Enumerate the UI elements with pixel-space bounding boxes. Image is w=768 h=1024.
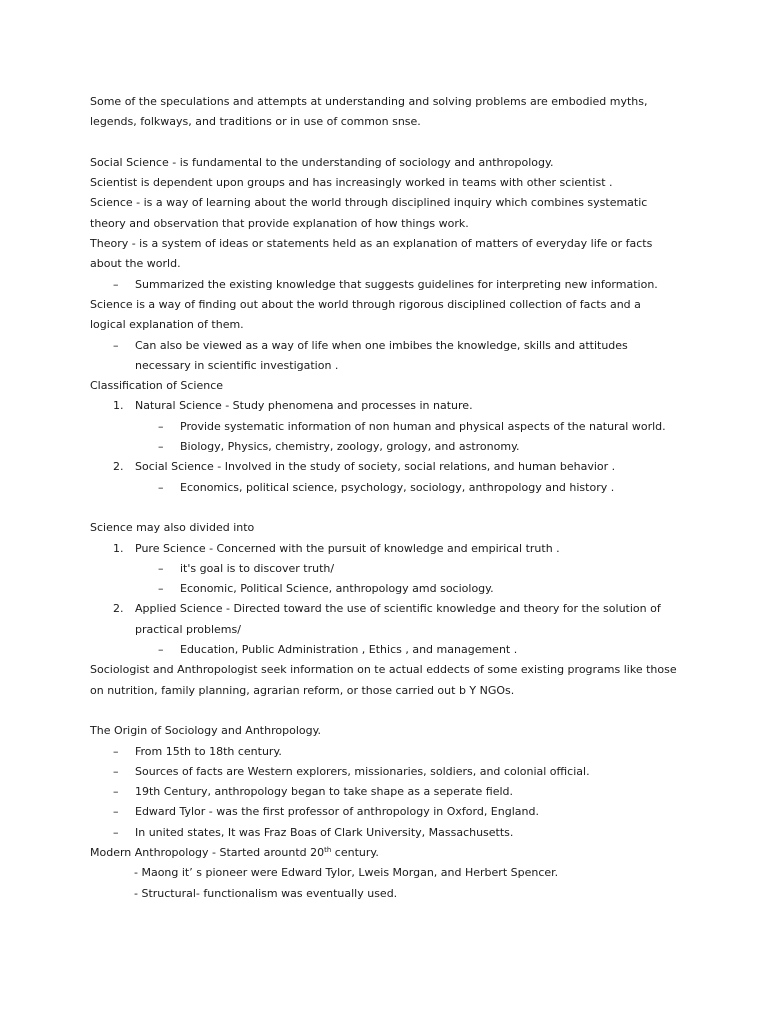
dash-marker: – [158,561,164,575]
modern-line-pioneers [90,863,680,883]
list-item [90,559,680,579]
theory-paragraph: Theory - is a system of ideas or statements held as an explanation of matters of everyday life or facts about the world. [90,237,653,271]
list-item-text: it's goal is to discover truth/ [180,561,335,575]
list-item [90,599,680,640]
scientist-paragraph: Scientist is dependent upon groups and has increasingly worked in teams with other scientist . [90,176,613,190]
list-item [90,640,680,660]
modern-anthropology-paragraph [90,843,680,863]
list-item-text: Biology, Physics, chemistry, zoology, grology, and astronomy. [180,440,520,454]
dash-marker: – [113,744,119,758]
list-item [90,396,680,416]
list-item [90,437,680,457]
list-item-text: Applied Science - Directed toward the use of scientific knowledge and theory for the solution of practical problems/ [135,602,661,636]
classification-heading: Classification of Science [90,379,224,393]
list-item [90,823,680,843]
list-item [90,539,680,559]
list-item [90,742,680,762]
apostrophe-mark: ’ [189,866,193,880]
pioneers-text-start: - Maong it [134,866,190,880]
dash-marker: – [113,764,119,778]
modern-text-start: Modern Anthropology - Started arountd 20 [90,845,325,859]
origin-heading: The Origin of Sociology and Anthropology. [90,724,322,738]
list-item-text: Sources of facts are Western explorers, missionaries, soldiers, and colonial official. [135,764,590,778]
list-item-text: Edward Tylor - was the first professor of anthropology in Oxford, England. [135,805,539,819]
blank-line [90,498,680,518]
list-item-text: In united states, It was Fraz Boas of Clark University, Massachusetts. [135,825,514,839]
list-item-text: Summarized the existing knowledge that suggests guidelines for interpreting new information. [135,277,658,291]
list-item-text: Provide systematic information of non human and physical aspects of the natural world. [180,419,666,433]
list-item [90,457,680,477]
list-item [90,478,680,498]
blank-line [90,133,680,153]
number-marker: 2. [113,460,124,474]
dash-marker: – [158,480,164,494]
superscript-th: th [324,845,332,854]
list-item-text: Education, Public Administration , Ethics , and management . [180,643,518,657]
dash-marker: – [113,805,119,819]
list-item [90,417,680,437]
dash-marker: – [113,338,119,352]
list-item [90,762,680,782]
list-item-text: Natural Science - Study phenomena and processes in nature. [135,399,473,413]
list-item-text: Economics, political science, psychology, sociology, anthropology and history . [180,480,615,494]
list-item-text: 19th Century, anthropology began to take shape as a seperate field. [135,785,513,799]
dash-marker: – [158,440,164,454]
list-item [90,579,680,599]
modern-text-end: century. [331,845,379,859]
dash-marker: – [113,277,119,291]
intro-paragraph: Some of the speculations and attempts at understanding and solving problems are embodied myths, legends, folkways, and traditions or in use of common snse. [90,95,648,129]
dash-marker: – [113,785,119,799]
dash-marker: – [158,419,164,433]
dash-marker: – [113,825,119,839]
social-science-paragraph: Social Science - is fundamental to the understanding of sociology and anthropology. [90,155,554,169]
list-item-text: From 15th to 18th century. [135,744,282,758]
document-body [90,92,680,904]
number-marker: 2. [113,602,124,616]
list-item [90,802,680,822]
list-item-text: Pure Science - Concerned with the pursuit of knowledge and empirical truth . [135,541,560,555]
list-item-text: Social Science - Involved in the study of society, social relations, and human behavior . [135,460,616,474]
list-item [90,782,680,802]
list-item [90,275,680,295]
science-way-paragraph: Science is a way of finding out about the world through rigorous disciplined collection of facts and a logical explanation of them. [90,297,641,332]
divided-heading: Science may also divided into [90,521,255,535]
sociologist-paragraph: Sociologist and Anthropologist seek information on te actual eddects of some existing programs like those on nutrition, family planning, agrarian reform, or those carried out b Y NGOs. [90,663,677,697]
science-definition-paragraph: Science - is a way of learning about the world through disciplined inquiry which combines systematic theory and observation that provide explanation of how things work. [90,196,648,230]
list-item-text: Economic, Political Science, anthropology amd sociology. [180,582,494,596]
list-item-text: Can also be viewed as a way of life when one imbibes the knowledge, skills and attitudes necessary in scientific investigation . [135,338,628,372]
modern-line-functionalism: - Structural- functionalism was eventually used. [134,886,398,900]
dash-marker: – [158,582,164,596]
pioneers-text-end: s pioneer were Edward Tylor, Lweis Morgan, and Herbert Spencer. [196,866,559,880]
number-marker: 1. [113,399,124,413]
blank-line [90,701,680,721]
dash-marker: – [158,643,164,657]
list-item [90,336,680,377]
number-marker: 1. [113,541,124,555]
